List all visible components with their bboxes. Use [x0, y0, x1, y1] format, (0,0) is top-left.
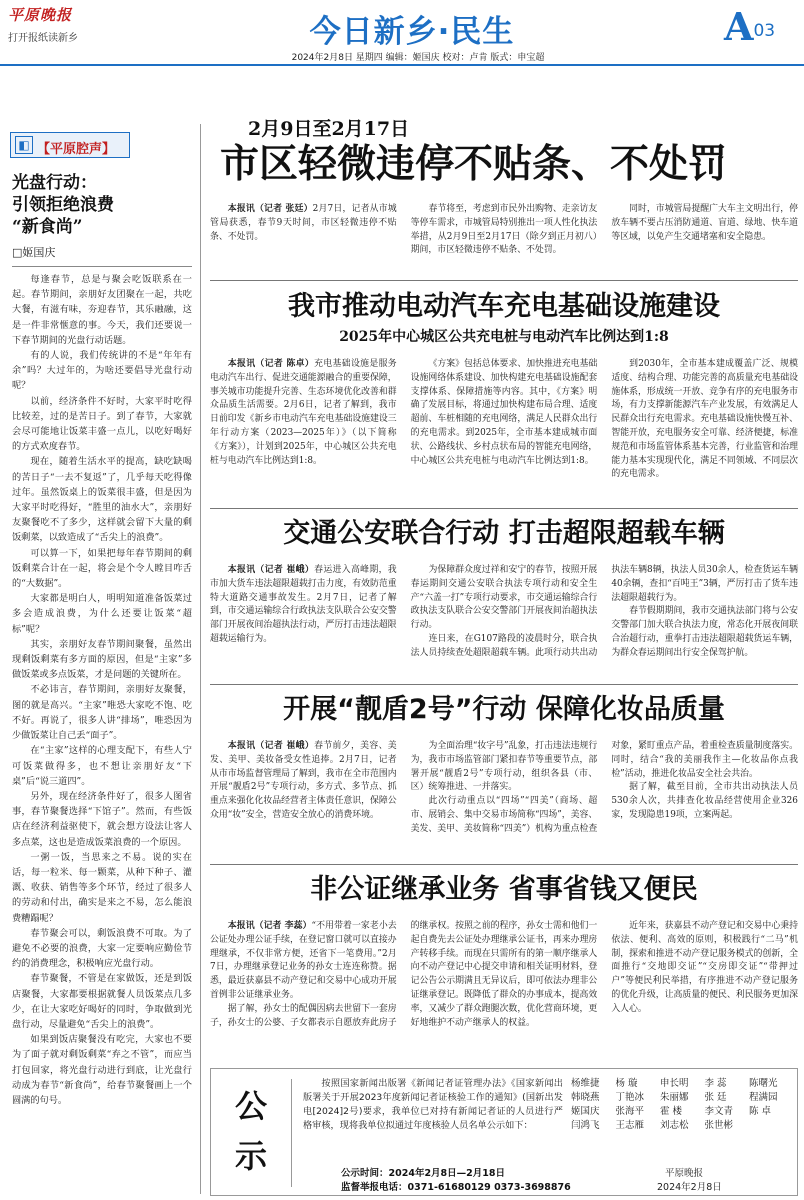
- staff-name: 刘志松: [660, 1120, 689, 1131]
- article-paragraph: 据了解，孙女士的配偶因病去世留下一套房子，孙女士的公婆、子女都表示自愿放弃此房子的继承权。按照之前的程序，孙女士需和他们一起自费先去公证处办理继承公证书，再来办理房产转移手续。而现在只需所有的第一顺序继承人向不动产登记中心提交申请和相关证明材料，登记公告公示期满且无异议后，即可依法办理非公证继承登记。既降低了群众的办事成本，提高效率，又减少了群众跑腿次数，优化营商环境，更好地维护不动产继承人的权益。: [210, 921, 598, 1028]
- notice-phone: 监督举报电话：0371-61680129 0373-3698876: [341, 1182, 571, 1193]
- article-lead: 本报讯（记者 陈卓）: [227, 359, 315, 369]
- column-title-line: “新食尚”: [12, 217, 83, 237]
- article-headline: 交通公安联合行动 打击超限超载车辆: [283, 518, 725, 549]
- staff-name: 张海平: [615, 1106, 645, 1117]
- article-divider: [210, 508, 798, 509]
- article-paragraph: “不用带着一家老小去公证处办理公证手续，在登记窗口就可以直接办理继承，不仅非常方便，还省下一笔费用。”2月7日，办理继承登记业务的孙女士连连称赞。据悉，最近获嘉县不动产登记和交易中心成功开展首例非公证继承业务。: [210, 921, 397, 1000]
- article-divider: [210, 684, 798, 685]
- name-row: [571, 1103, 793, 1117]
- staff-name: 张世彬: [704, 1120, 734, 1131]
- article-paragraph: 2月7日，记者从市城管局获悉，春节9天时间，市区轻微违停不贴条、不处罚。: [210, 204, 397, 242]
- name-row: [571, 1117, 793, 1131]
- notice-period: 公示时间：2024年2月8日—2月18日: [341, 1168, 505, 1179]
- article-headline: 开展“靓盾2号”行动 保障化妆品质量: [283, 694, 725, 725]
- article-body: [210, 740, 798, 880]
- column-paragraph: 另外，现在经济条件好了，很多人图省事，春节聚餐选择“下馆子”。然而，有些饭店在经济利益驱使下，就会想方设法让客人多点菜，这也是造成饭菜浪费的一个原因。: [12, 790, 192, 848]
- column-paragraph: 有的人说，我们传统讲的不是“年年有余”吗？大过年的，为啥还要倡导光盘行动呢？: [12, 350, 192, 392]
- article-paragraph: 春节假期期间，我市交通执法部门将与公安交警部门加大联合执法力度，常态化开展夜间联合治超行动，重拳打击违法超限超载货运车辆，为群众春运期间出行安全保驾护航。: [611, 606, 798, 658]
- article-overload-trucks: [210, 516, 798, 688]
- article-paragraph: 春节将至，考虑到市民外出购物、走亲访友等停车需求，市城管局特别推出一项人性化执法举措，从2月9日至2月17日（除夕到正月初八）期间，市区轻微违停不贴条、不处罚。: [410, 204, 598, 256]
- article-paragraph: 充电基础设施是服务电动汽车出行、促进交通能源融合的重要保障，事关城市功能提升完善、生态环境优化改善和群众品质生活需要。2月6日，记者了解到，我市日前印发《新乡市电动汽车充电基础设施建设三年行动方案（2023—2025年）》（以下简称《方案》），计划到2025年，中心城区公共充电桩与电动汽车比例达到1:8。: [210, 359, 397, 466]
- article-paragraph: 同时，市城管局提醒广大车主文明出行，停放车辆不要占压消防通道、盲道、绿地、快车道等区域，以免产生交通堵塞和安全隐患。: [611, 204, 798, 242]
- date-editor-info: 2024年2月8日 星期四 编辑：姬国庆 校对：卢肯 版式：申宝超: [291, 53, 545, 63]
- public-notice-box: [210, 1068, 798, 1196]
- article-divider: [210, 864, 798, 865]
- article-body: [210, 564, 798, 688]
- article-headline: 市区轻微违停不贴条、不处罚: [220, 142, 728, 187]
- column-title: [12, 172, 188, 238]
- page-number: 03: [753, 21, 776, 41]
- article-paragraph: 据了解，截至目前，全市共出动执法人员530余人次，共排查化妆品经营使用企业326家，发现隐患19项，立案两起。: [611, 782, 798, 820]
- masthead: [0, 0, 804, 66]
- staff-name: 杨维捷: [571, 1078, 600, 1089]
- staff-name: 姬国庆: [571, 1106, 600, 1117]
- notice-name-list: [571, 1075, 793, 1131]
- staff-name: 张 廷: [704, 1092, 727, 1103]
- article-paragraph: 春节前夕，美容、美发、美甲、美妆备受女性追捧。2月7日，记者从市市场监督管理局了解到，我市在全市范围内开展“靓盾2号”专项行动，多方式、多节点、抓重点来强化化妆品经营者主体责任意识，保障公众用“妆”安全，营造安全放心的消费环境。: [210, 741, 397, 820]
- column-paragraph: 在“主家”这样的心理支配下，有些人宁可饭菜做得多，也不想让亲朋好友“下桌”后“说三道四”。: [12, 745, 192, 787]
- article-lead: 本报讯（记者 崔峨）: [227, 741, 315, 751]
- logo-text: 平原晚报: [8, 6, 73, 24]
- staff-name: 霍 楼: [660, 1106, 683, 1117]
- article-ev-charging: [210, 290, 798, 510]
- column-paragraph: 春节聚会可以，剩饭浪费不可取。为了避免不必要的浪费，大家一定要响应勤俭节约的消费理念，积极响应光盘行动。: [12, 927, 192, 970]
- article-kicker: 2月9日至2月17日: [248, 118, 410, 140]
- column-tag-label: 【平原腔声】: [37, 142, 116, 157]
- article-subheadline: 2025年中心城区公共充电桩与电动汽车比例达到1:8: [339, 329, 669, 345]
- column-paragraph: 大家都是明白人，明明知道准备饭菜过多会造成浪费，为什么还要让饭菜“超标”呢？: [12, 593, 192, 635]
- staff-name: 李文青: [704, 1106, 734, 1117]
- article-paragraph: 为保障群众度过祥和安宁的春节，按照开展春运期间交通公安联合执法专项行动和安全生产“六盖一打”专项行动要求，市交通运输综合行政执法支队联合公安交警部门开展夜间治超执法行动。: [410, 565, 598, 631]
- article-lead: 本报讯（记者 张廷）: [227, 204, 313, 214]
- staff-name: 韩晓燕: [571, 1092, 600, 1103]
- notice-title-char: 示: [234, 1137, 267, 1175]
- column-paragraph: 其实，亲朋好友春节期间聚餐，虽然出现剩饭剩菜有多方面的原因，但是“主家”多做饭菜或多点饭菜，才是问题的关键所在。: [12, 638, 192, 681]
- article-paragraph: 此次行动重点以“四场”“四美”（商场、超市、展销会、集中交易市场简称“四场”，美容、美发、美甲、美妆简称“四美”）机构为重点检查对象，紧盯重点产品，着重检查质量制度落实。同时，结合“我的美丽我作主—化妆品你点我检”活动，推进化妆品安全社会共治。: [410, 741, 798, 834]
- staff-name: 李 蕊: [704, 1078, 727, 1089]
- notice-date: 2024年2月8日: [657, 1182, 722, 1193]
- article-paragraph: 近年来，获嘉县不动产登记和交易中心秉持依法、便利、高效的原则，积极践行“二马”机制，探索和推进不动产登记服务模式的创新，全面推行“交地即交证”“交房即交证”“带押过户”等便民利民举措，有序推进不动产登记服务的优化升级，让高质量的便民、利民服务更加深入人心。: [611, 921, 798, 1014]
- speech-icon: ◧: [15, 136, 33, 154]
- article-body: [210, 358, 798, 510]
- staff-name: 杨 璇: [615, 1078, 638, 1089]
- article-paragraph: 《方案》包括总体要求、加快推进充电基础设施网络体系建设、加快构建充电基础设施配套支撑体系、保障措施等内容。其中，《方案》明确了发展目标，将通过加快构建布局合理、适度超前、车桩相随的充电网络，满足人民群众出行的充电需求。到2025年，全市基本建成城市面状、公路线状、乡村点状布局的智能充电网络，中心城区公共充电桩与电动汽车比例达到1:8。: [410, 359, 598, 466]
- staff-name: 陈 卓: [749, 1106, 772, 1117]
- article-cosmetics: [210, 692, 798, 880]
- article-paragraph: 为全面治理“妆字号”乱象，打击违法违规行为，我市市场监管部门紧扣春节等重要节点，部署开展“靓盾2号”专项行动，组织各县（市、区）统筹推进、一并落实。: [410, 741, 598, 793]
- column-paragraph: 现在，随着生活水平的提高，缺吃缺喝的苦日子“一去不复返”了，几乎每天吃得像过年。虽然饭桌上的饭菜很丰盛，但是因为大家平时吃得好，“胜里的油水大”，亲朋好友聚餐吃不了多少，这样就会留下大量的剩饭剩菜，以致造成了“舌尖上的浪费”。: [12, 456, 192, 544]
- column-title-line: 引领拒绝浪费: [12, 195, 114, 215]
- column-paragraph: 每逢春节，总是与聚会吃饭联系在一起。春节期间，亲朋好友团聚在一起，共吃大餐，有滋有味，夯迎春节，其乐融融，这是一件非常惬意的事。今天，我们还要说一下春节期间的光盘行动话题。: [12, 274, 192, 346]
- section-title: 今日新乡·民生: [309, 14, 515, 50]
- column-paragraph: 不必讳言，春节期间，亲朋好友聚餐，图的就是高兴。“主家”唯恐大家吃不饱、吃不好。再说了，很多人讲“排场”，唯恐因为少做饭菜让自己丢“面子”。: [12, 684, 192, 742]
- opinion-column: [4, 128, 196, 1196]
- staff-name: 申长明: [660, 1078, 689, 1089]
- notice-text: 按照国家新闻出版署《新闻记者证管理办法》《国家新闻出版署关于开展2023年度新闻记者证核验工作的通知》(国新出发电[2024]2号)要求，我单位已对持有新闻记者证的人员进行严格审核，现将我单位拟通过年度核验人员名单公示如下：: [303, 1078, 563, 1131]
- column-separator: [200, 124, 201, 1194]
- column-author: □姬国庆: [12, 246, 56, 259]
- article-paragraph: 春运进入高峰期，我市加大货车违法超限超载打击力度，有效防范重特大道路交通事故发生。2月7日，记者了解到，市交通运输综合行政执法支队联合公安交警部门开展夜间治超执法行动，严厉打击违法超限超载运输行为。: [210, 565, 397, 644]
- article-paragraph: 到2030年，全市基本建成覆盖广泛、规模适度、结构合理、功能完善的高质量充电基础设施体系，形成统一开放、竞争有序的充电服务市场，有力支撑新能源汽车产业发展，有效满足人民群众出行充电需求。充电基础设施快慢互补、智能开放，充电服务安全可靠、经济便捷，标准规范和市场监管体系基本完善，行业监管和治理能力基本实现现代化，满足不同领域、不同层次的充电需求。: [611, 359, 798, 480]
- notice-separator: [291, 1079, 292, 1187]
- article-paragraph: 连日来，在G107路段的凌晨时分，联合执法人员持续查处超限超载车辆。此项行动共出动执法车辆8辆，执法人员30余人，检查货运车辆40余辆，查扣“百吨王”3辆，严厉打击了货车违法超限超载行为。: [410, 565, 798, 658]
- article-lead: 本报讯（记者 李蕊）: [227, 921, 312, 931]
- column-paragraph: 以前，经济条件不好时，大家平时吃得比较差，过的是苦日子。到了春节，大家就会尽可能地让饭菜丰盛一点儿，以吃好喝好的方式欢度春节。: [12, 395, 192, 453]
- staff-name: 闫鸿飞: [571, 1120, 600, 1131]
- article-body: [210, 203, 798, 277]
- staff-name: 王志雁: [615, 1120, 645, 1131]
- column-title-line: 光盘行动：: [12, 173, 97, 193]
- column-paragraph: 如果到饭店聚餐没有吃完，大家也不要为了面子就对剩饭剩菜“弃之不管”，而应当打包回家，将光盘行动进行到底，让光盘行动成为春节“新食尚”，给春节聚餐画上一个圆满的句号。: [12, 1034, 192, 1106]
- notice-title: [221, 1081, 281, 1185]
- column-divider: [12, 266, 192, 267]
- logo-slogan: 打开报纸读新乡: [8, 33, 78, 44]
- article-parking: [210, 114, 798, 277]
- name-row: [571, 1075, 793, 1089]
- notice-organization: 平原晚报: [665, 1168, 704, 1179]
- page-letter: A: [724, 4, 754, 49]
- article-headline: 非公证继承业务 省事省钱又便民: [310, 874, 698, 905]
- article-headline: 我市推动电动汽车充电基础设施建设: [288, 291, 720, 322]
- staff-name: 朱丽娜: [660, 1092, 689, 1103]
- notice-title-char: 公: [234, 1087, 267, 1125]
- staff-name: [749, 1117, 793, 1131]
- column-tag: [10, 132, 130, 158]
- staff-name: 丁艳冰: [615, 1092, 645, 1103]
- column-body: [12, 272, 192, 1192]
- article-inheritance: [210, 872, 798, 1100]
- page-label: [724, 4, 794, 48]
- column-paragraph: 可以算一下，如果把每年春节期间的剩饭剩菜合计在一起，将会是个令人瞠目咋舌的“大数据”。: [12, 547, 192, 590]
- article-lead: 本报讯（记者 崔峨）: [227, 565, 315, 575]
- staff-name: 程满园: [749, 1092, 778, 1103]
- masthead-divider: [0, 64, 804, 66]
- name-row: [571, 1089, 793, 1103]
- column-paragraph: 一粥一饭，当思来之不易。说的实在话，每一粒米、每一颗菜，从种下种子、灌溉、收获、销售等多个环节，经过了很多人的劳动和付出，确实是来之不易，怎么能浪费糟蹋呢？: [12, 851, 192, 924]
- article-divider: [210, 280, 798, 281]
- column-paragraph: 春节聚餐，不管是在家做饭，还是到饭店聚餐，大家都要根据就餐人员饭菜点几多少，在让大家吃好喝好的同时，争取做到光盘行动，尽量避免“舌尖上的浪费”。: [12, 973, 192, 1030]
- staff-name: 陈曙光: [749, 1078, 778, 1089]
- newspaper-logo: [8, 4, 126, 48]
